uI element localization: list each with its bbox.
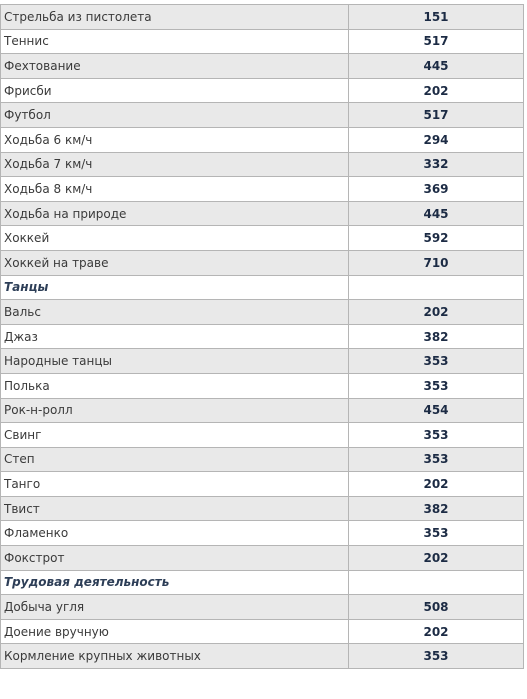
table-row — [1, 78, 524, 103]
activity-name: Ходьба 8 км/ч — [1, 177, 349, 202]
calorie-value: 592 — [349, 226, 524, 251]
activity-name: Фрисби — [1, 78, 349, 103]
table-row — [1, 496, 524, 521]
calorie-value: 517 — [349, 29, 524, 54]
activity-name: Фламенко — [1, 521, 349, 546]
calorie-value: 151 — [349, 5, 524, 30]
calorie-value: 202 — [349, 546, 524, 571]
activity-name: Ходьба на природе — [1, 201, 349, 226]
calorie-value: 353 — [349, 373, 524, 398]
activity-name: Рок-н-ролл — [1, 398, 349, 423]
calorie-value: 445 — [349, 201, 524, 226]
table-row — [1, 250, 524, 275]
calorie-value: 202 — [349, 78, 524, 103]
table-row — [1, 644, 524, 669]
activity-name: Джаз — [1, 324, 349, 349]
activity-name: Танго — [1, 472, 349, 497]
activity-name: Фехтование — [1, 54, 349, 79]
calorie-value: 454 — [349, 398, 524, 423]
table-row — [1, 5, 524, 30]
activity-name: Хоккей на траве — [1, 250, 349, 275]
calorie-value: 202 — [349, 472, 524, 497]
activity-name: Степ — [1, 447, 349, 472]
table-row — [1, 349, 524, 374]
section-header-row — [1, 570, 524, 595]
table-row — [1, 373, 524, 398]
calorie-value: 353 — [349, 644, 524, 669]
table-row — [1, 177, 524, 202]
table-row — [1, 127, 524, 152]
table-row — [1, 29, 524, 54]
calorie-value: 294 — [349, 127, 524, 152]
calorie-value: 353 — [349, 349, 524, 374]
table-row — [1, 398, 524, 423]
activity-name: Полька — [1, 373, 349, 398]
activity-name: Народные танцы — [1, 349, 349, 374]
calorie-value: 202 — [349, 300, 524, 325]
activity-name: Ходьба 7 км/ч — [1, 152, 349, 177]
table-row — [1, 472, 524, 497]
table-row — [1, 300, 524, 325]
activity-name: Фокстрот — [1, 546, 349, 571]
section-title: Трудовая деятельность — [1, 570, 349, 595]
calorie-value: 517 — [349, 103, 524, 128]
activity-name: Твист — [1, 496, 349, 521]
table-row — [1, 447, 524, 472]
activity-name: Вальс — [1, 300, 349, 325]
activity-name: Кормление крупных животных — [1, 644, 349, 669]
activity-name: Добыча угля — [1, 595, 349, 620]
calorie-value: 202 — [349, 619, 524, 644]
activity-name: Футбол — [1, 103, 349, 128]
calorie-table-body — [1, 5, 524, 669]
table-row — [1, 521, 524, 546]
table-row — [1, 595, 524, 620]
table-row — [1, 546, 524, 571]
table-row — [1, 423, 524, 448]
section-value-empty — [349, 275, 524, 300]
calorie-value: 332 — [349, 152, 524, 177]
activity-name: Свинг — [1, 423, 349, 448]
section-title: Танцы — [1, 275, 349, 300]
activity-name: Ходьба 6 км/ч — [1, 127, 349, 152]
activity-name: Теннис — [1, 29, 349, 54]
calorie-value: 382 — [349, 324, 524, 349]
calorie-value: 710 — [349, 250, 524, 275]
activity-name: Стрельба из пистолета — [1, 5, 349, 30]
calorie-value: 369 — [349, 177, 524, 202]
table-row — [1, 103, 524, 128]
section-value-empty — [349, 570, 524, 595]
table-row — [1, 152, 524, 177]
section-header-row — [1, 275, 524, 300]
table-row — [1, 226, 524, 251]
calorie-value: 353 — [349, 447, 524, 472]
activity-name: Хоккей — [1, 226, 349, 251]
calorie-value: 382 — [349, 496, 524, 521]
calorie-value: 353 — [349, 423, 524, 448]
table-row — [1, 619, 524, 644]
calorie-table — [0, 4, 524, 669]
activity-name: Доение вручную — [1, 619, 349, 644]
calorie-value: 445 — [349, 54, 524, 79]
calorie-value: 353 — [349, 521, 524, 546]
table-row — [1, 201, 524, 226]
table-row — [1, 324, 524, 349]
calorie-value: 508 — [349, 595, 524, 620]
table-row — [1, 54, 524, 79]
